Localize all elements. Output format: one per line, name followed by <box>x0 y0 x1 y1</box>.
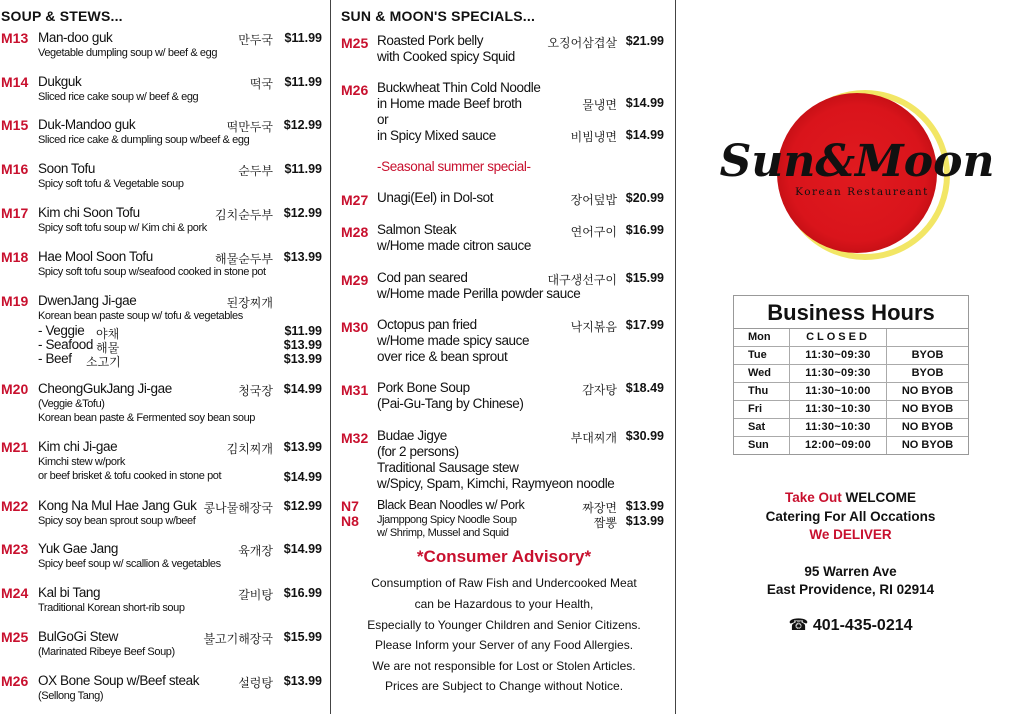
item-name-line3: in Spicy Mixed sauce <box>377 128 496 143</box>
item-description: (Sellong Tang) <box>38 690 104 702</box>
item-korean-name: 된장찌개 <box>226 296 273 310</box>
option-price: $13.99 <box>283 338 322 352</box>
item-name-line2: w/ Shrimp, Mussel and Squid <box>377 527 509 539</box>
item-name: Black Bean Noodles w/ Pork <box>377 498 525 512</box>
item-price: $13.99 <box>625 514 664 528</box>
item-price: $12.99 <box>283 206 322 220</box>
option-korean: 소고기 <box>86 355 121 369</box>
business-hours-title: Business Hours <box>734 296 968 329</box>
item-code: M28 <box>341 224 369 240</box>
item-name-line3: over rice & bean sprout <box>377 349 508 364</box>
hours-time: 11:30~09:30 <box>790 365 887 382</box>
hours-day: Wed <box>734 365 790 382</box>
option-korean: 야채 <box>96 327 120 341</box>
specials-section-title: SUN & MOON'S SPECIALS... <box>341 8 536 24</box>
hours-byob: BYOB <box>911 349 944 361</box>
info-column <box>677 0 1009 714</box>
hours-day: Mon <box>734 329 790 346</box>
item-price: $12.99 <box>283 118 322 132</box>
hours-row <box>734 401 968 419</box>
hours-byob: NO BYOB <box>901 439 954 451</box>
item-code: M21 <box>1 439 29 455</box>
item-description: Kimchi stew w/pork <box>38 456 125 468</box>
advisory-line: Especially to Younger Children and Senior Citizens. <box>367 618 641 632</box>
item-name: Kong Na Mul Hae Jang Guk <box>38 498 197 513</box>
item-code: M16 <box>1 161 29 177</box>
option-label: - Veggie <box>38 323 85 338</box>
item-price: $14.99 <box>625 128 664 142</box>
item-price: $11.99 <box>284 31 322 45</box>
item-price: $18.49 <box>625 381 664 395</box>
item-description: Spicy soft tofu & Vegetable soup <box>38 178 184 190</box>
item-description: Vegetable dumpling soup w/ beef & egg <box>38 47 218 59</box>
item-name: Dukguk <box>38 74 82 89</box>
item-code: M29 <box>341 272 369 288</box>
item-name: Hae Mool Soon Tofu <box>38 249 153 264</box>
soup-column <box>0 0 331 714</box>
item-korean-name: 낙지볶음 <box>570 320 617 334</box>
item-korean-name: 물냉면 <box>582 98 617 112</box>
item-code: M22 <box>1 498 29 514</box>
item-name: Octopus pan fried <box>377 317 477 332</box>
item-name-line2: in Home made Beef broth <box>377 96 522 111</box>
item-name-line2: w/Home made Perilla powder sauce <box>377 286 581 301</box>
item-code: M23 <box>1 541 29 557</box>
item-name: Budae Jigye <box>377 428 447 443</box>
item-name-line2: w/Home made spicy sauce <box>377 333 530 348</box>
takeout-label: Take Out <box>784 490 842 505</box>
item-description: or beef brisket & tofu cooked in stone pot <box>38 470 222 482</box>
item-price: $13.99 <box>283 250 322 264</box>
item-name: Kim chi Ji-gae <box>38 439 118 454</box>
advisory-line: We are not responsible for Lost or Stolen Articles. <box>372 659 636 673</box>
item-price: $14.99 <box>283 542 322 556</box>
item-korean-name: 대구생선구이 <box>547 273 617 287</box>
item-name-line2: w/Home made citron sauce <box>377 238 531 253</box>
hours-row <box>734 419 968 437</box>
item-name: CheongGukJang Ji-gae <box>38 381 172 396</box>
item-price-alt: $14.99 <box>283 470 322 484</box>
item-name: Duk-Mandoo guk <box>38 117 136 132</box>
item-name: Kim chi Soon Tofu <box>38 205 140 220</box>
item-korean-name: 콩나물해장국 <box>203 501 273 515</box>
item-or: or <box>377 112 389 127</box>
item-name-line2: (for 2 persons) <box>377 444 459 459</box>
item-korean-name: 비빔냉면 <box>570 130 617 144</box>
option-label: - Beef <box>38 351 72 366</box>
item-description: Sliced rice cake soup w/ beef & egg <box>38 91 199 103</box>
item-name: Unagi(Eel) in Dol-sot <box>377 190 494 205</box>
item-code: M26 <box>341 82 369 98</box>
logo-name: Sun&Moon <box>719 136 995 187</box>
item-description: Spicy soft tofu soup w/ Kim chi & pork <box>38 222 207 234</box>
item-korean-name: 연어구이 <box>570 225 617 239</box>
item-price: $21.99 <box>625 34 664 48</box>
item-price: $16.99 <box>283 586 322 600</box>
item-description: Spicy beef soup w/ scallion & vegetables <box>38 558 221 570</box>
logo-subtitle: Korean Restaureant <box>795 186 929 198</box>
hours-time: CLOSED <box>790 329 887 346</box>
takeout-line <box>677 490 1009 505</box>
item-price: $11.99 <box>284 162 322 176</box>
item-name: Yuk Gae Jang <box>38 541 119 556</box>
item-price: $13.99 <box>283 440 322 454</box>
hours-day: Tue <box>734 347 790 364</box>
item-korean-name: 떡국 <box>249 77 273 91</box>
item-name-line2: (Pai-Gu-Tang by Chinese) <box>377 396 524 411</box>
item-code: M13 <box>1 30 29 46</box>
advisory-line: can be Hazardous to your Health, <box>414 597 594 611</box>
item-name: Man-doo guk <box>38 30 113 45</box>
hours-time: 11:30~10:30 <box>790 401 887 418</box>
delivery-line: We DELIVER <box>809 527 892 542</box>
item-price: $15.99 <box>625 271 664 285</box>
advisory-line: Prices are Subject to Change without Notice. <box>384 679 624 693</box>
hours-day: Sun <box>734 437 790 454</box>
item-korean-name: 만두국 <box>238 33 273 47</box>
phone-line <box>677 615 1009 635</box>
specials-column <box>332 0 676 714</box>
hours-time: 11:30~09:30 <box>790 347 887 364</box>
hours-byob: BYOB <box>911 367 944 379</box>
item-description: (Veggie &Tofu) <box>38 398 105 410</box>
item-korean-name: 장어덮밥 <box>570 193 617 207</box>
phone-icon: ☎ <box>788 617 809 634</box>
item-price: $16.99 <box>625 223 664 237</box>
item-name: Roasted Pork belly <box>377 33 484 48</box>
item-name-line2: with Cooked spicy Squid <box>377 49 515 64</box>
advisory-line: Please Inform your Server of any Food Allergies. <box>374 638 634 652</box>
item-code: M14 <box>1 74 29 90</box>
item-price: $15.99 <box>283 630 322 644</box>
advisory-line: Consumption of Raw Fish and Undercooked Meat <box>371 576 637 590</box>
option-label: - Seafood <box>38 337 93 352</box>
item-korean-name: 오징어삼겹살 <box>547 36 617 50</box>
item-name: BulGoGi Stew <box>38 629 118 644</box>
seasonal-note: -Seasonal summer special- <box>377 159 531 174</box>
hours-row <box>734 437 968 454</box>
item-code: M15 <box>1 117 29 133</box>
item-korean-name: 해물순두부 <box>215 252 273 266</box>
soup-section-title: SOUP & STEWS... <box>1 8 123 24</box>
item-price: $14.99 <box>283 382 322 396</box>
item-korean-name: 청국장 <box>238 384 273 398</box>
item-name: Pork Bone Soup <box>377 380 470 395</box>
item-code: M18 <box>1 249 29 265</box>
item-korean-name: 짜장면 <box>582 501 617 515</box>
item-korean-name: 김치순두부 <box>215 208 273 222</box>
item-price: $12.99 <box>283 499 322 513</box>
item-code: M27 <box>341 192 369 208</box>
address-street: 95 Warren Ave <box>804 564 897 579</box>
item-korean-name: 갈비탕 <box>238 588 273 602</box>
item-description: (Marinated Ribeye Beef Soup) <box>38 646 175 658</box>
item-code: M19 <box>1 293 29 309</box>
hours-row <box>734 347 968 365</box>
item-name: Jjamppong Spicy Noodle Soup <box>377 514 517 526</box>
hours-day: Thu <box>734 383 790 400</box>
item-korean-name: 감자탕 <box>582 383 617 397</box>
item-description: Spicy soft tofu soup w/seafood cooked in stone pot <box>38 266 266 278</box>
welcome-label: WELCOME <box>845 490 917 505</box>
item-name: Salmon Steak <box>377 222 457 237</box>
item-code: M26 <box>1 673 29 689</box>
item-code: M20 <box>1 381 29 397</box>
option-price: $11.99 <box>284 324 322 338</box>
address-city: East Providence, RI 02914 <box>766 582 935 597</box>
item-name: Kal bi Tang <box>38 585 101 600</box>
item-price: $14.99 <box>625 96 664 110</box>
item-code: M30 <box>341 319 369 335</box>
hours-time: 11:30~10:00 <box>790 383 887 400</box>
business-hours-table <box>733 295 969 455</box>
item-name-line3: Traditional Sausage stew <box>377 460 519 475</box>
item-description: Sliced rice cake & dumpling soup w/beef & egg <box>38 134 250 146</box>
item-price: $20.99 <box>625 191 664 205</box>
item-code: M31 <box>341 382 369 398</box>
item-name: DwenJang Ji-gae <box>38 293 137 308</box>
hours-byob: NO BYOB <box>901 403 954 415</box>
hours-time: 12:00~09:00 <box>790 437 887 454</box>
item-korean-name: 불고기해장국 <box>203 632 273 646</box>
item-description: Korean bean paste soup w/ tofu & vegetables <box>38 310 243 322</box>
item-name: Cod pan seared <box>377 270 468 285</box>
phone-number[interactable]: 401-435-0214 <box>812 617 913 634</box>
item-code: M25 <box>1 629 29 645</box>
item-price: $13.99 <box>283 674 322 688</box>
hours-row <box>734 329 968 347</box>
hours-row <box>734 365 968 383</box>
item-code: M32 <box>341 430 369 446</box>
hours-byob: NO BYOB <box>901 385 954 397</box>
item-name: Buckwheat Thin Cold Noodle <box>377 80 541 95</box>
item-korean-name: 순두부 <box>238 164 273 178</box>
hours-day: Sat <box>734 419 790 436</box>
item-name: OX Bone Soup w/Beef steak <box>38 673 200 688</box>
item-code: M24 <box>1 585 29 601</box>
item-code: N8 <box>341 513 359 529</box>
item-korean-name: 육개장 <box>238 544 273 558</box>
option-price: $13.99 <box>283 352 322 366</box>
item-description: Korean bean paste & Fermented soy bean soup <box>38 412 256 424</box>
hours-byob: NO BYOB <box>901 421 954 433</box>
item-name: Soon Tofu <box>38 161 95 176</box>
catering-line: Catering For All Occations <box>765 509 936 524</box>
item-name-line4: w/Spicy, Spam, Kimchi, Raymyeon noodle <box>377 476 615 491</box>
hours-time: 11:30~10:30 <box>790 419 887 436</box>
advisory-title: *Consumer Advisory* <box>416 547 592 566</box>
hours-byob <box>887 329 968 346</box>
item-korean-name: 짬뽕 <box>593 516 617 530</box>
option-korean: 해물 <box>96 341 120 355</box>
item-code: N7 <box>341 498 359 514</box>
hours-day: Fri <box>734 401 790 418</box>
hours-row <box>734 383 968 401</box>
item-price: $13.99 <box>625 499 664 513</box>
item-code: M17 <box>1 205 29 221</box>
item-korean-name: 부대찌개 <box>570 431 617 445</box>
item-code: M25 <box>341 35 369 51</box>
item-description: Spicy soy bean sprout soup w/beef <box>38 515 196 527</box>
sun-moon-logo <box>717 78 997 268</box>
item-korean-name: 김치찌개 <box>226 442 273 456</box>
item-price: $30.99 <box>625 429 664 443</box>
item-korean-name: 설렁탕 <box>238 676 273 690</box>
item-korean-name: 떡만두국 <box>226 120 273 134</box>
item-price: $11.99 <box>284 75 322 89</box>
item-price: $17.99 <box>625 318 664 332</box>
item-description: Traditional Korean short-rib soup <box>38 602 185 614</box>
